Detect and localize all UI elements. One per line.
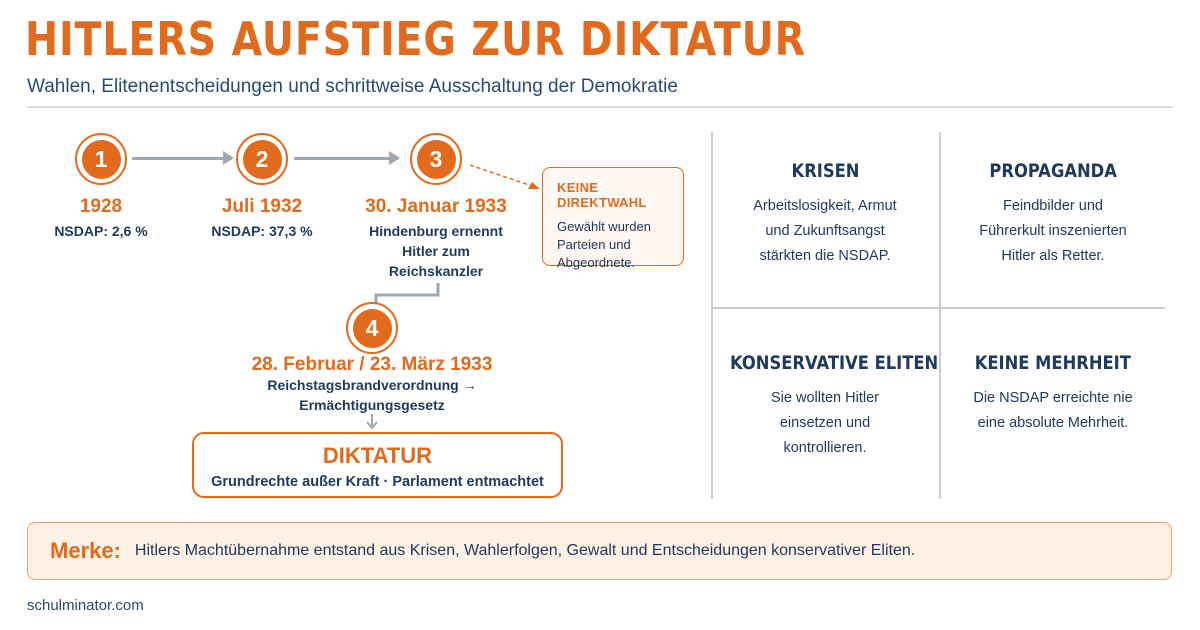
- page-title: HITLERS AUFSTIEG ZUR DIKTATUR: [25, 12, 807, 66]
- step-3-badge: [410, 133, 462, 185]
- factor-text: Feindbilder und Führerkult inszenierten Hitler als Retter.: [979, 198, 1127, 264]
- merke-box: [27, 522, 1172, 580]
- merke-text: Hitlers Machtübernahme entstand aus Krisen, Wahlerfolgen, Gewalt und Entscheidungen konservativer Eliten.: [134, 542, 916, 559]
- footer-source: schulminator.com: [27, 597, 144, 614]
- callout-connector: [468, 162, 544, 192]
- factor-text: Die NSDAP erreichte nie eine absolute Mehrheit.: [973, 390, 1133, 431]
- step-1-badge: [75, 133, 127, 185]
- step-4-desc: Reichstagsbrandverordnung → Ermächtigungsgesetz: [267, 377, 477, 413]
- callout-text: Gewählt wurden Parteien und Abgeordnete.: [557, 219, 651, 270]
- dictatorship-text: Grundrechte außer Kraft · Parlament entmachtet: [211, 474, 544, 490]
- step-2-desc: NSDAP: 37,3 %: [211, 223, 313, 239]
- step-4-badge: [346, 302, 398, 354]
- step-1-number: 1: [82, 140, 121, 179]
- factor-crises: [713, 160, 937, 269]
- factor-propaganda: [941, 160, 1165, 269]
- step-2-date: Juli 1932: [221, 196, 303, 217]
- factor-title: KONSERVATIVE ELITEN: [729, 352, 939, 374]
- step-3-date: 30. Januar 1933: [365, 196, 507, 217]
- arrow-2-3: [294, 157, 398, 160]
- factor-title: KRISEN: [791, 160, 859, 182]
- page-subtitle: Wahlen, Elitenentscheidungen und schrittweise Ausschaltung der Demokratie: [27, 76, 678, 97]
- merke-label: Merke:: [50, 538, 121, 563]
- step-3-number: 3: [417, 140, 456, 179]
- elbow-connector-3-4: [370, 280, 442, 306]
- step-1-date: 1928: [79, 196, 123, 217]
- grid-middle-divider: [711, 307, 1165, 309]
- step-2-badge: [236, 133, 288, 185]
- step-3-desc: Hindenburg ernennt Hitler zum Reichskanzler: [369, 223, 503, 279]
- dictatorship-box: [192, 432, 563, 498]
- factor-title: PROPAGANDA: [989, 160, 1117, 182]
- no-direct-election-callout: [542, 167, 684, 270]
- arrow-4-dictatorship: [364, 414, 380, 432]
- step-2-number: 2: [243, 140, 282, 179]
- factor-no-majority: [941, 352, 1165, 436]
- dictatorship-title: DIKTATUR: [322, 443, 433, 468]
- step-1-desc: NSDAP: 2,6 %: [54, 223, 148, 239]
- step-4-number: 4: [353, 309, 392, 348]
- callout-title: KEINE DIREKTWAHL: [557, 180, 647, 210]
- step-4-date: 28. Februar / 23. März 1933: [251, 354, 493, 375]
- factor-text: Sie wollten Hitler einsetzen und kontrollieren.: [771, 390, 879, 456]
- factor-title: KEINE MEHRHEIT: [974, 352, 1132, 374]
- arrow-1-2: [132, 157, 232, 160]
- header-divider: [27, 106, 1173, 108]
- factor-text: Arbeitslosigkeit, Armut und Zukunftsangst stärkten die NSDAP.: [753, 198, 897, 264]
- factor-conservative-elites: [713, 352, 937, 461]
